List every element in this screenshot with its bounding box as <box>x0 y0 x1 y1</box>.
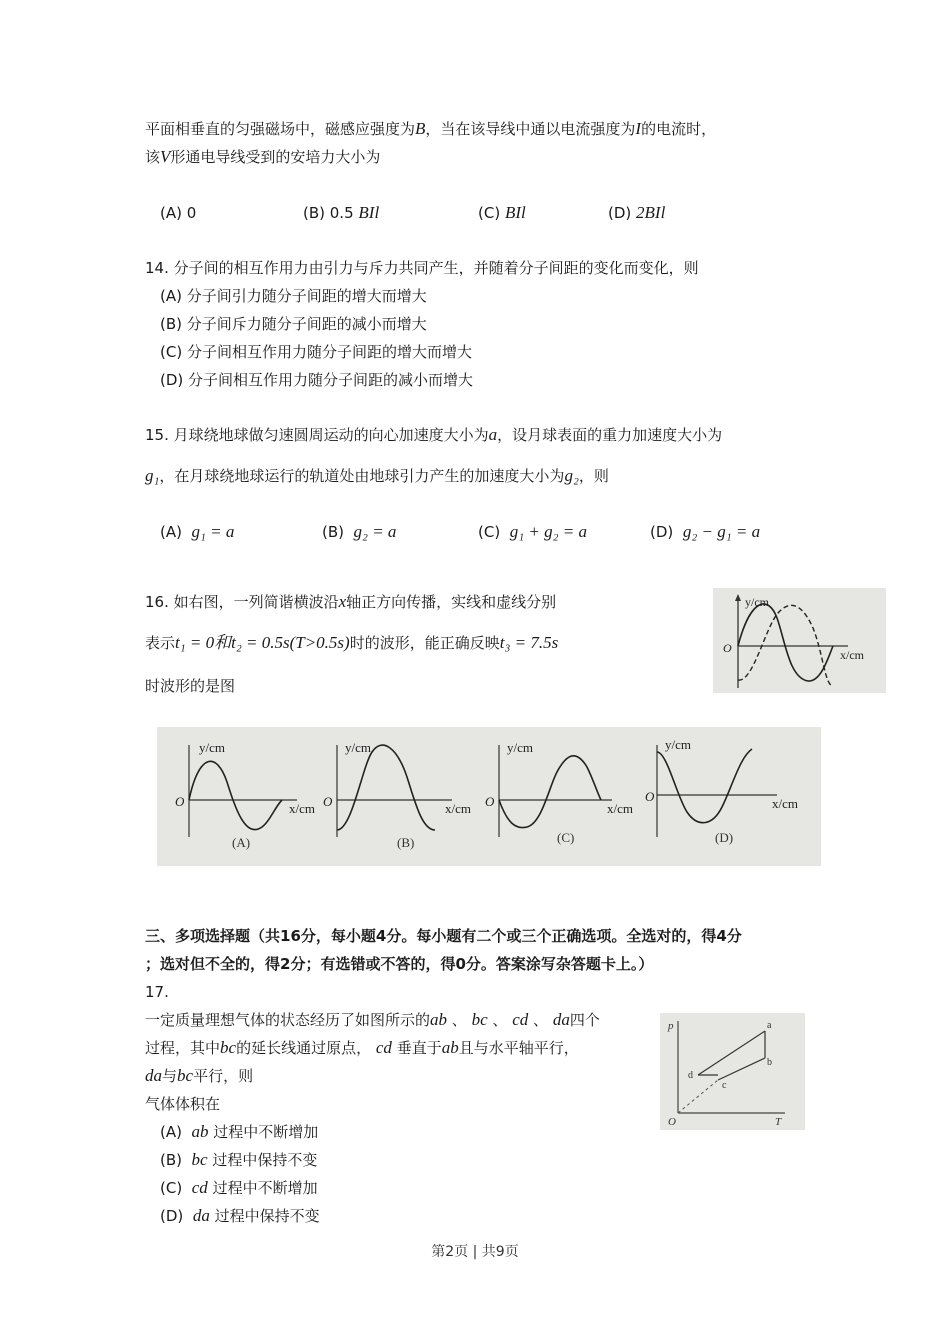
wave-b <box>337 745 435 830</box>
symbol-da: da <box>145 1066 162 1085</box>
q15-text: 15. 月球绕地球做匀速圆周运动的向心加速度大小为 <box>145 426 489 444</box>
symbol-g1: g₁ <box>145 466 160 485</box>
y-axis-arrow <box>735 594 741 601</box>
q17-stem-line4: 气体体积在 <box>145 1095 221 1113</box>
q17-stem-line1 <box>145 1010 600 1030</box>
option-label: (B) 0.5 <box>303 204 354 222</box>
option-label: (C) <box>478 204 501 222</box>
origin-label: O <box>668 1116 676 1128</box>
q17-stem-line2 <box>145 1038 579 1058</box>
q16-stem-line1 <box>145 592 556 612</box>
q14-option-d: (D) 分子间相互作用力随分子间距的减小而增大 <box>160 371 474 389</box>
q15-option-d <box>650 522 760 542</box>
page-footer: 第2页 | 共9页 <box>431 1244 519 1260</box>
symbol-a: a <box>488 425 498 444</box>
bc-extension-line <box>678 1080 718 1113</box>
q16-text: 轴正方向传播，实线和虚线分别 <box>346 593 557 611</box>
symbol-V: V <box>160 147 171 166</box>
symbol-da: da <box>552 1010 570 1029</box>
option-expr: 2BIl <box>636 203 666 222</box>
choice-b-label: (B) <box>397 835 415 850</box>
choice-d-label: (D) <box>715 830 734 845</box>
q16-expr: t₃ = 7.5s <box>499 633 559 652</box>
process-da <box>698 1031 765 1075</box>
separator: 、 <box>533 1011 549 1029</box>
x-axis-label: x/cm <box>289 801 315 816</box>
option-expr: g₂ − g₁ = a <box>682 522 761 541</box>
q15-stem-line2 <box>145 466 609 486</box>
origin-label: O <box>323 794 333 809</box>
separator: 、 <box>451 1011 467 1029</box>
origin-label: O <box>723 641 732 655</box>
t-axis-label: T <box>775 1116 782 1128</box>
wave-a <box>189 761 282 829</box>
choice-d-graph <box>645 737 798 845</box>
q14-option-a: (A) 分子间引力随分子间距的增大而增大 <box>160 287 427 305</box>
q14-option-b: (B) 分子间斥力随分子间距的减小而增大 <box>160 315 427 333</box>
symbol-bc: bc <box>220 1038 237 1057</box>
q13-option-d <box>608 203 665 223</box>
q15-option-a <box>160 522 234 542</box>
q16-stem-line2 <box>145 633 558 653</box>
option-expr: BIl <box>504 203 526 222</box>
q16-choices-figure <box>157 727 821 866</box>
option-label: (B) <box>160 1151 182 1169</box>
y-axis-label: y/cm <box>665 737 691 752</box>
q13-option-b <box>303 203 379 223</box>
q17-text: 过程，其中 <box>145 1039 221 1057</box>
q17-pt-figure <box>660 1013 805 1130</box>
symbol-ab: ab <box>441 1038 459 1057</box>
q16-reference-figure <box>713 588 886 693</box>
x-axis-label: x/cm <box>840 648 864 662</box>
q17-text: 四个 <box>569 1011 600 1029</box>
option-label: (D) <box>650 523 674 541</box>
choice-c-label: (C) <box>557 830 575 845</box>
symbol-bc: bc <box>177 1066 194 1085</box>
choice-c-graph <box>485 740 633 845</box>
wave-d <box>657 749 752 823</box>
q16-expr: t₁ = 0和t₂ = 0.5s(T>0.5s) <box>175 633 350 652</box>
origin-label: O <box>485 794 495 809</box>
option-expr: BIl <box>358 203 380 222</box>
y-axis-label: y/cm <box>507 740 533 755</box>
option-expr: g₁ + g₂ = a <box>509 522 587 541</box>
option-label: (D) <box>160 1207 184 1225</box>
option-text: 过程中保持不变 <box>212 1151 318 1169</box>
point-b-label: b <box>767 1057 772 1068</box>
symbol-g2: g₂ <box>564 466 579 485</box>
section3-heading-line2: ；选对但不全的，得2分；有选错或不答的，得0分。答案涂写杂答题卡上。） <box>145 955 654 973</box>
q13-text: 的电流时， <box>641 120 717 138</box>
q16-stem-line3: 时波形的是图 <box>145 677 236 695</box>
section3-heading-line1: 三、多项选择题（共16分，每小题4分。每小题有二个或三个正确选项。全选对的，得4分 <box>145 927 742 945</box>
q17-number: 17. <box>145 983 169 1001</box>
option-text: 过程中保持不变 <box>214 1207 320 1225</box>
q17-option-c <box>160 1178 318 1198</box>
q17-text: 且与水平轴平行， <box>458 1039 579 1057</box>
symbol-x: x <box>338 592 347 611</box>
point-a-label: a <box>767 1020 772 1031</box>
symbol-bc: bc <box>471 1010 488 1029</box>
q16-text: 16. 如右图，一列简谐横波沿 <box>145 593 339 611</box>
q16-text: 表示 <box>145 634 176 652</box>
option-label: (C) <box>160 1179 183 1197</box>
origin-label: O <box>645 789 655 804</box>
choice-a-label: (A) <box>232 835 251 850</box>
p-axis-label: p <box>668 1020 674 1032</box>
q17-option-d <box>160 1206 320 1226</box>
option-label: (A) <box>160 523 182 541</box>
symbol-I: I <box>635 119 642 138</box>
option-label: (B) <box>322 523 344 541</box>
q13-stem-line2 <box>145 147 380 167</box>
q16-text: 时的波形，能正确反映 <box>349 634 500 652</box>
option-text: 过程中不断增加 <box>213 1123 319 1141</box>
q17-option-a <box>160 1122 318 1142</box>
q14-stem: 14. 分子间的相互作用力由引力与斥力共同产生，并随着分子间距的变化而变化，则 <box>145 259 699 277</box>
symbol-B: B <box>415 119 426 138</box>
q15-option-b <box>322 522 396 542</box>
wave-c <box>499 756 601 828</box>
q17-option-b <box>160 1150 317 1170</box>
y-axis-label: y/cm <box>199 740 225 755</box>
option-proc: da <box>192 1206 210 1225</box>
q13-text: 该 <box>145 148 161 166</box>
q13-stem-line1 <box>145 119 716 139</box>
q13-option-c <box>478 203 526 223</box>
option-proc: ab <box>191 1122 209 1141</box>
point-c-label: c <box>722 1080 727 1091</box>
wave-choices-graph <box>157 727 821 866</box>
q15-text: ，设月球表面的重力加速度大小为 <box>497 426 723 444</box>
option-expr: g₁ = a <box>191 522 235 541</box>
separator: 、 <box>492 1011 508 1029</box>
point-d-label: d <box>688 1070 693 1081</box>
x-axis-label: x/cm <box>607 801 633 816</box>
q13-text: ，当在该导线中通以电流强度为 <box>425 120 636 138</box>
choice-a-graph <box>175 740 315 850</box>
x-axis-label: x/cm <box>772 796 798 811</box>
q17-stem-line3 <box>145 1066 253 1086</box>
q17-text: 垂直于 <box>396 1039 442 1057</box>
q17-text: 的延长线通过原点， <box>236 1039 372 1057</box>
option-proc: bc <box>191 1150 208 1169</box>
q13-option-a <box>160 203 196 223</box>
solid-wave <box>738 604 833 681</box>
q15-text: ，在月球绕地球运行的轨道处由地球引力产生的加速度大小为 <box>159 467 565 485</box>
symbol-cd: cd <box>512 1010 529 1029</box>
choice-b-graph <box>323 740 471 850</box>
y-axis-label: y/cm <box>345 740 371 755</box>
option-expr: g₂ = a <box>353 522 397 541</box>
option-proc: cd <box>191 1178 208 1197</box>
q15-option-c <box>478 522 587 542</box>
symbol-cd: cd <box>375 1038 392 1057</box>
q14-option-c: (C) 分子间相互作用力随分子间距的增大而增大 <box>160 343 472 361</box>
y-axis-label: y/cm <box>745 595 769 609</box>
option-label: (A) <box>160 1123 182 1141</box>
symbol-ab: ab <box>430 1010 448 1029</box>
x-axis-label: x/cm <box>445 801 471 816</box>
reference-wave-graph <box>713 588 886 693</box>
pt-diagram <box>660 1013 805 1130</box>
process-bc <box>718 1058 765 1080</box>
option-label: (A) 0 <box>160 204 197 222</box>
q13-text: 平面相垂直的匀强磁场中，磁感应强度为 <box>145 120 416 138</box>
q13-text: 形通电导线受到的安培力大小为 <box>170 148 381 166</box>
origin-label: O <box>175 794 185 809</box>
q15-stem-line1 <box>145 425 722 445</box>
option-text: 过程中不断增加 <box>212 1179 318 1197</box>
option-label: (D) <box>608 204 632 222</box>
q17-text: 与 <box>162 1067 178 1085</box>
q17-text: 一定质量理想气体的状态经历了如图所示的 <box>145 1011 431 1029</box>
option-label: (C) <box>478 523 501 541</box>
q15-text: ，则 <box>578 467 609 485</box>
q17-text: 平行，则 <box>193 1067 254 1085</box>
